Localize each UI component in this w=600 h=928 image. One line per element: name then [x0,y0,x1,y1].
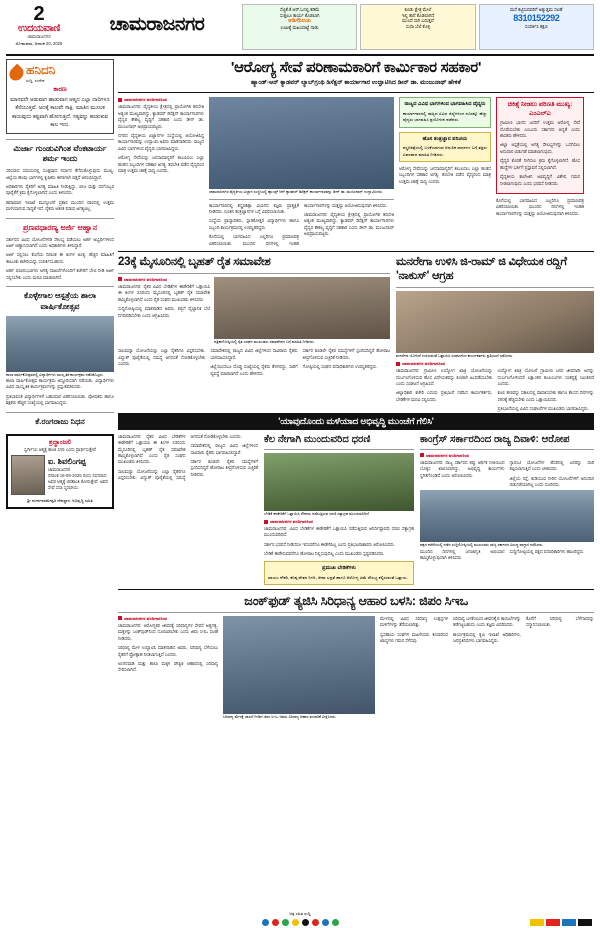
story3-block [396,256,594,413]
lead-extra-p1: ಆರೋಗ್ಯ ಸೇವೆಯನ್ನು ಜನಸಾಮಾನ್ಯರಿಗೆ ತಲುಪಿಸಲು ಎಲ್ಲಾ ಹಂತದ ಸಿಬ್ಬಂದಿಗಳ ಸಹಕಾರ ಅಗತ್ಯ. ತರಬೇತಿ ಪಡೆದ ವೈದ್ಯರಿಂದ ಮಾತ್ರ ಉತ್ತಮ ಚಿಕಿತ್ಸೆ ಸಾಧ್ಯ ಎಂದರು. [399,166,491,184]
lead-p3: ಆರೋಗ್ಯ ಸೇವೆಯನ್ನು ಜನಸಾಮಾನ್ಯರಿಗೆ ತಲುಪಿಸಲು ಎಲ್ಲಾ ಹಂತದ ಸಿಬ್ಬಂದಿಗಳ ಸಹಕಾರ ಅಗತ್ಯ. ತರಬೇತಿ ಪಡೆದ ವೈದ್ಯರಿಂದ ಮಾತ್ರ ಉತ್ತಮ ಚಿಕಿತ್ಸೆ ಸಾಧ್ಯ ಎಂದರು. [118,155,204,174]
story4-p2: ಸರ್ಕಾರ ಭರವಸೆ ನೀಡಿದರೂ ಇದುವರೆಗೂ ಈಡೇರಿಸಿಲ್ಲ ಎಂದು ಪ್ರತಿಭಟನಾಕಾರರು ಆರೋಪಿಸಿದರು. [264,541,395,547]
lead-red-box-body [500,120,580,187]
lower-section [118,434,594,585]
filler-body [118,434,258,482]
rail-body-2-p1: ಸರ್ಕಾರದ ವಿವಿಧ ಯೋಜನೆಗಳಡಿ ಸೌಲಭ್ಯ ಪಡೆಯಲು ಅರ್ಹ ಅಭ್ಯರ್ಥಿಗಳಿಂದ ಅರ್ಜಿ ಆಹ್ವಾನಿಸಲಾಗಿದೆ ಎಂದು ಅಧಿಕಾರಿಗಳು ತಿಳಿಸಿದ್ದಾರೆ. [6,236,114,248]
story4-p1: ಚಾಮರಾಜನಗರ: ವಿವಿಧ ಬೇಡಿಕೆಗಳ ಈಡೇರಿಕೆಗೆ ಒತ್ತಾಯಿಸಿ ನಡೆಸುತ್ತಿರುವ ಅನಿರ್ದಿಷ್ಟಾವಧಿ ಧರಣಿ ಸತ್ಯಾಗ್ರಹ ಮುಂದುವರಿದಿದೆ. [264,526,414,538]
lead-red-p1: ಗ್ರಾಮೀಣ ಭಾಗದ ಜನರಿಗೆ ಉತ್ತಮ ಆರೋಗ್ಯ ಸೇವೆ ದೊರೆಯಬೇಕು ಎಂಬುದು ಸರ್ಕಾರದ ಆದ್ಯತೆ ಎಂದು ಶಾಸಕರು ಹೇಳಿದರು. [500,120,580,138]
lead-photo-caption: ಚಾಮರಾಜನಗರ ವೈದ್ಯಕೀಯ ವಿಜ್ಞಾನ ಸಂಸ್ಥೆಯಲ್ಲಿ ಹ್ಯಾಂಡ್ಸ್ ಆನ್ ಕ್ಯಾಡವರ್ ಡಿಸೆಕ್ಷನ್ ಕಾರ್ಯಾಗಾರವನ್ನು ಡೀನ್ ಡಾ. ಮಂಜುನಾಥ್ ಉದ್ಘಾಟಿಸಿದರು. [209,190,384,195]
lead-p6: ಕೊನೆಯಲ್ಲಿ ಭಾಗವಹಿಸಿದ ಎಲ್ಲರಿಗೂ ಪ್ರಮಾಣಪತ್ರ ವಿತರಿಸಲಾಯಿತು. ಮುಂದಿನ ದಿನಗಳಲ್ಲಿ ಇಂತಹ ಕಾರ್ಯಾಗಾರಗಳನ್ನು ಮತ್ತಷ್ಟು ಆಯೋಜಿಸುವುದಾಗಿ ತಿಳಿಸಿದರು. [209,202,388,246]
bullet-icon [118,98,122,102]
rail-body-2 [6,237,114,282]
story6-byline [118,616,218,621]
filler-p2: ಸಾಲಮನ್ನಾ ಯೋಜನೆಯನ್ನು ಎಲ್ಲಾ ರೈತರಿಗೂ ವಿಸ್ತರಿಸಬೇಕು. ವಿದ್ಯುತ್ ಪೂರೈಕೆಯಲ್ಲಿ ಸಮಸ್ಯೆ ಆಗದಂತೆ ನೋಡಿಕೊಳ್ಳಬೇಕು ಎಂದರು. [118,433,242,481]
divider-9 [118,612,594,613]
lead-green-box-title: ರಾಜ್ಯದ ವಿವಿಧ ಭಾಗಗಳಿಂದ ಭಾಗವಹಿಸಿದ ವೈದ್ಯರು [404,101,486,108]
story4-p3: ಬೇಡಿಕೆ ಈಡೇರುವವರೆಗೂ ಹೋರಾಟ ನಿಲ್ಲಿಸುವುದಿಲ್ಲ ಎಂದು ಮುಖಂಡರು ಸ್ಪಷ್ಟಪಡಿಸಿದರು. [264,551,385,557]
main-column [118,59,594,911]
divider-6 [264,449,414,450]
rail-photo-school [6,316,114,372]
story6-col3 [380,616,594,720]
dot-red [272,919,279,926]
page-body [6,59,594,911]
story2-p3: ಸಾಲಮನ್ನಾ ಯೋಜನೆಯನ್ನು ಎಲ್ಲಾ ರೈತರಿಗೂ ವಿಸ್ತರಿಸಬೇಕು. ವಿದ್ಯುತ್ ಪೂರೈಕೆಯಲ್ಲಿ ಸಮಸ್ಯೆ ಆಗದಂತೆ ನೋಡಿಕೊಳ್ಳಬೇಕು ಎಂದರು. [118,348,206,367]
ad-school-line2: ಸುತ್ತಲೂ ಕಾರ್ಯ ಕೊಡಲಾಗಿ [279,12,320,18]
story6-p3: ಅಂಗನವಾಡಿ ಮತ್ತು ಶಾಲಾ ಮಕ್ಕಳ ಪೌಷ್ಟಿಕ ಆಹಾರದಲ್ಲಿ ಸಿರಿಧಾನ್ಯ ಸೇರಿಸಲಾಗಿದೆ. [118,660,218,673]
story5-p5: ಸುದ್ದಿಗೋಷ್ಠಿಯಲ್ಲಿ ಪಕ್ಷದ ಪದಾಧಿಕಾರಿಗಳು ಹಾಜರಿದ್ದರು. [509,548,585,554]
lead-sidebar-col [496,97,584,247]
story6-photo-block [223,616,375,720]
story6-p8: ಕೊನೆಗೆ ಸಿರಿಧಾನ್ಯ ಬೆಳೆಗಾರರನ್ನು ಸನ್ಮಾನಿಸಲಾಯಿತು. [526,615,594,628]
story6-p5: ಸ್ವಸಹಾಯ ಸಂಘಗಳ ಮಹಿಳೆಯರು ತಯಾರಿಸಿದ ಖಾದ್ಯಗಳು ಗಮನ ಸೆಳೆದವು. [380,631,448,644]
story5-p4: ಮುಂದಿನ ದಿನಗಳಲ್ಲಿ ಜನಜಾಗೃತಿ ಅಭಿಯಾನ ಹಮ್ಮಿಕೊಳ್ಳುವುದಾಗಿ ತಿಳಿಸಿದರು. [420,548,505,561]
lead-sidebar-p1: ಕೊನೆಯಲ್ಲಿ ಭಾಗವಹಿಸಿದ ಎಲ್ಲರಿಗೂ ಪ್ರಮಾಣಪತ್ರ ವಿತರಿಸಲಾಯಿತು. ಮುಂದಿನ ದಿನಗಳಲ್ಲಿ ಇಂತಹ ಕಾರ್ಯಾಗಾರಗಳನ್ನು ಮತ್ತಷ್ಟು ಆಯೋಜಿಸುವುದಾಗಿ ತಿಳಿಸಿದರು. [496,198,584,216]
obituary-head: ಶ್ರದ್ಧಾಂಜಲಿ [48,438,72,446]
story3-headline: ಮನರೇಗಾ ಉಳಿಸಿ ಜಿ-ರಾಮ್ ಜಿ ವಿಧೇಯಕ ರದ್ದಿಗೆ 'ನಾಕುಸ್' ಆಗ್ರಹ [396,256,567,282]
lead-photo-block [209,97,394,247]
story2-headline: 23ಕ್ಕೆ ಮೈಸೂರಿನಲ್ಲಿ ಬೃಹತ್ ರೈತ ಸಮಾವೇಶ [118,256,271,269]
story2-p7: ಗೋಷ್ಠಿಯಲ್ಲಿ ಸಂಘದ ಪದಾಧಿಕಾರಿಗಳು ಉಪಸ್ಥಿತರಿದ್ದರು. [302,364,378,370]
mid-section [118,256,594,413]
ad-phone-line1: ಮನೆ ಕಟ್ಟಿಸುವವರಿಗೆ ಅತ್ಯುತ್ತಮ ಸಲಹೆ [510,7,563,12]
story6-photo-caption: ಸಿರಿಧಾನ್ಯ ಮೇಳಕ್ಕೆ ಚಾಲನೆ ನೀಡಿದ ಜಿಪಂ ಸಿಇಒ ಅವರು ಸಿರಿಧಾನ್ಯ ಆಹಾರ ತಯಾರಿಕೆ ವೀಕ್ಷಿಸಿದರು. [223,714,337,719]
story6-body-rest [380,616,594,645]
story2-p5: ಜಿಲ್ಲೆಯಿಂದಲೂ ದೊಡ್ಡ ಸಂಖ್ಯೆಯಲ್ಲಿ ರೈತರು ತೆರಳಲಿದ್ದು, ಸಾರಿಗೆ ವ್ಯವಸ್ಥೆ ಮಾಡಲಾಗಿದೆ ಎಂದು ಹೇಳಿದರು. [210,364,298,376]
color-bar [530,919,592,926]
lead-red-p3: ವೈದ್ಯರ ಕೊರತೆ ನೀಗಿಸಲು ಕ್ರಮ ಕೈಗೊಳ್ಳಲಾಗಿದೆ. ಹೊಸ ಹುದ್ದೆಗಳ ಭರ್ತಿಗೆ ಪ್ರಸ್ತಾವನೆ ಸಲ್ಲಿಸಲಾಗಿದೆ. [500,158,580,170]
story6-col1 [118,616,218,720]
lead-red-box-title: ಚಿಕಿತ್ಸೆ ನೀಡಲು ಪರಿಣತಿ ಮುಖ್ಯ: ಎಂಎಲ್‌ಎ [507,101,573,117]
story6-p6: ಸಿರಿಧಾನ್ಯ ಬಳಕೆಯಿಂದ ಜೀವನಶೈಲಿ ಕಾಯಿಲೆಗಳನ್ನು ತಡೆಗಟ್ಟಬಹುದು ಎಂದು ತಜ್ಞರು ವಿವರಿಸಿದರು. [453,615,521,628]
page-number: 2 [33,3,45,25]
story6-byline-text: ಚಾಮರಾಜನಗರ ವರದಿಗಾರರಿಂದ [124,615,168,621]
story4-byline-text: ಚಾಮರಾಜನಗರ ವರದಿಗಾರರಿಂದ [270,519,314,525]
story2-p1: ಚಾಮರಾಜನಗರ: ರೈತರ ವಿವಿಧ ಬೇಡಿಕೆಗಳ ಈಡೇರಿಕೆಗೆ ಒತ್ತಾಯಿಸಿ ಈ ತಿಂಗಳ 23ರಂದು ಮೈಸೂರಿನಲ್ಲಿ ಬೃಹತ್ ರೈತ ಸಮಾವೇಶ ಹಮ್ಮಿಕೊಳ್ಳಲಾಗಿದೆ ಎಂದು ರೈತ ಸಂಘದ ಮುಖಂಡರು ತಿಳಿಸಿದರು. [118,283,210,302]
lead-red-box [496,97,584,194]
lower-left-filler [118,434,258,585]
story4-box [264,561,414,585]
lead-body-col1 [118,104,204,174]
bar-yellow [530,919,544,926]
story3-byline-text: ಚಾಮರಾಜನಗರ ವರದಿಗಾರರಿಂದ [402,361,446,367]
story5-byline [420,453,594,458]
bullet-icon [264,520,268,524]
rail-body-3 [6,378,114,407]
story3-p3: ಉದ್ಯೋಗ ಖಾತ್ರಿ ಯೋಜನೆ ಗ್ರಾಮೀಣ ಜನರ ಜೀವನಾಡಿ. ಅದನ್ನು ದುರ್ಬಲಗೊಳಿಸಿದರೆ ಲಕ್ಷಾಂತರ ಕುಟುಂಬಗಳು ಸಂಕಷ್ಟಕ್ಕೆ ಸಿಲುಕಲಿವೆ ಎಂದರು. [497,368,594,386]
masthead-left [6,4,72,46]
filler-p1: ಚಾಮರಾಜನಗರ: ರೈತರ ವಿವಿಧ ಬೇಡಿಕೆಗಳ ಈಡೇರಿಕೆಗೆ ಒತ್ತಾಯಿಸಿ ಈ ತಿಂಗಳ 23ರಂದು ಮೈಸೂರಿನಲ್ಲಿ ಬೃಹತ್ ರೈತ ಸಮಾವೇಶ ಹಮ್ಮಿಕೊಳ್ಳಲಾಗಿದೆ ಎಂದು ರೈತ ಸಂಘದ ಮುಖಂಡರು ತಿಳಿಸಿದರು. [118,433,186,465]
story5-p3: ಜಿಲ್ಲೆಯ ರಸ್ತೆ, ಕುಡಿಯುವ ನೀರಿನ ಯೋಜನೆಗಳಿಗೆ ಅನುದಾನ ಬಿಡುಗಡೆಯಾಗಿಲ್ಲ ಎಂದು ದೂರಿದರು. [509,475,594,488]
story5-block [420,434,594,585]
obituary-box [6,434,114,509]
lead-p4: ಕಾರ್ಯಾಗಾರದಲ್ಲಿ ಶಸ್ತ್ರಚಿಕಿತ್ಸಾ ವಿಭಾಗದ ತಜ್ಞರು ಪ್ರಾತ್ಯಕ್ಷಿಕೆ ನೀಡಿದರು. ನೂತನ ತಂತ್ರಜ್ಞಾನಗಳ ಬಗ್ಗೆ ವಿವರಿಸಲಾಯಿತು. [209,202,299,214]
story3-p2: ಜಿಲ್ಲಾಧಿಕಾರಿ ಕಚೇರಿ ಎದುರು ಪ್ರತಿಭಟನೆ ನಡೆಸಿದ ಕಾರ್ಯಕರ್ತರು, ಬೇಡಿಕೆಗಳ ಮನವಿ ಸಲ್ಲಿಸಿದರು. [396,390,493,402]
lead-photo [209,97,394,189]
ad-school-line4: ಊಟಕ್ಕೆ ಮಹಿಯಾಟ್ಟೆ ನಾಡು [280,24,319,30]
rail-body-1 [6,168,114,213]
lead-sidebar-extra [496,198,584,217]
bar-black [578,919,592,926]
lead-red-p2: ಜಿಲ್ಲಾ ಆಸ್ಪತ್ರೆಯಲ್ಲಿ ಅಗತ್ಯ ಸೌಲಭ್ಯಗಳನ್ನು ಒದಗಿಸಲು ಅನುದಾನ ಬಿಡುಗಡೆ ಮಾಡಲಾಗುವುದು. [500,142,580,154]
lead-byline-text: ಚಾಮರಾಜನಗರ ವರದಿಗಾರರಿಂದ [124,97,168,103]
lead-yellow-box [399,132,491,162]
bullet-icon [118,616,122,620]
story4-photo-caption: ಬೇಡಿಕೆ ಈಡೇರಿಕೆಗೆ ಒತ್ತಾಯಿಸಿ ನೌಕರರು ನಡೆಸುತ್ತಿರುವ ಧರಣಿ ಸತ್ಯಾಗ್ರಹ ಮುಂದುವರಿದಿದೆ. [264,511,370,516]
story6-content [118,616,594,720]
obituary-row [11,455,109,495]
bullet-icon [118,277,122,281]
story6-headline: ಜಂಕ್‌ಫುಡ್ ತ್ಯಜಿಸಿ ಸಿರಿಧಾನ್ಯ ಆಹಾರ ಬಳಸಿ: ಜಿಪಂ ಸಿಇಒ [244,592,468,608]
story2-photo-caption: ಪತ್ರಿಕಾಗೋಷ್ಠಿಯಲ್ಲಿ ರೈತ ಸಂಘದ ಮುಖಂಡರು ಸಮಾವೇಶದ ಬಗ್ಗೆ ಮಾಹಿತಿ ನೀಡಿದರು. [214,339,315,344]
story4-block [264,434,414,585]
rail-headline-1: ಮಿರ್ಜಾ ಗುಂಡುವಿಗಿಂತ ವೆಂಕಟಾರ್ಯ ಶರ್ಮ ಇಂದು [6,139,114,166]
filler-p3: ಸಮಾವೇಶದಲ್ಲಿ ರಾಜ್ಯದ ವಿವಿಧ ಜಿಲ್ಲೆಗಳಿಂದ ಸಾವಿರಾರು ರೈತರು ಭಾಗವಹಿಸಲಿದ್ದಾರೆ. [190,443,258,455]
rail-body-2-p2: ಅರ್ಜಿ ಸಲ್ಲಿಸಲು ಕೊನೆಯ ದಿನಾಂಕ ಈ ತಿಂಗಳ ಅಂತ್ಯ. ಹೆಚ್ಚಿನ ಮಾಹಿತಿಗೆ ತಾಲೂಕು ಕಚೇರಿಯನ್ನು ಸಂಪರ್ಕಿಸಬಹುದು. [6,252,114,264]
lead-boxes-col [399,97,491,247]
ad-phone-number[interactable]: 8310152292 [513,12,560,23]
registration-dots [0,919,600,926]
story6-body-col1 [118,623,218,674]
story6-p7: ಕಾರ್ಯಕ್ರಮದಲ್ಲಿ ಕೃಷಿ ಇಲಾಖೆ ಅಧಿಕಾರಿಗಳು, ಜನಪ್ರತಿನಿಧಿಗಳು ಭಾಗವಹಿಸಿದ್ದರು. [453,631,521,644]
story5-p1: ಚಾಮರಾಜನಗರ: ರಾಜ್ಯ ಸರ್ಕಾರದ ತಪ್ಪು ಆರ್ಥಿಕ ನೀತಿಯಿಂದ ಬೊಕ್ಕಸ ಖಾಲಿಯಾಗಿದ್ದು, ಅಭಿವೃದ್ಧಿ ಕಾರ್ಯಗಳು ಸ್ಥಗಿತಗೊಂಡಿವೆ ಎಂದು ಆರೋಪಿಸಿದರು. [420,459,505,478]
story6-block [118,594,594,720]
story3-p5: ಪ್ರತಿಭಟನೆಯಲ್ಲಿ ವಿವಿಧ ಸಂಘಟನೆಗಳ ಮುಖಂಡರು ಭಾಗವಹಿಸಿದ್ದರು. [497,406,589,412]
paper-name: ಉದಯವಾಣಿ [18,23,60,34]
honidani-sub: ಸುದ್ದಿ, ಸಂದೇಶ [26,78,45,83]
rail-body-2-p3: ಅರ್ಹ ಫಲಾನುಭವಿಗಳು ಅಗತ್ಯ ದಾಖಲೆಗಳೊಂದಿಗೆ ಕಚೇರಿಗೆ ಭೇಟಿ ನೀಡಿ ಅರ್ಜಿ ಸಲ್ಲಿಸಬೇಕು ಎಂದು ಮನವಿ ಮಾಡಲಾಗಿದೆ. [6,268,114,280]
lead-p1: ಚಾಮರಾಜನಗರ: ವೈದ್ಯಕೀಯ ಕ್ಷೇತ್ರದಲ್ಲಿ ಪ್ರಾಯೋಗಿಕ ತರಬೇತಿ ಅತ್ಯಂತ ಮುಖ್ಯವಾಗಿದ್ದು, ಕ್ಯಾಡವರ್ ಡಿಸೆಕ್ಷನ್ ಕಾರ್ಯಾಗಾರಗಳು ವೈದ್ಯರ ಕೌಶಲ್ಯ ವೃದ್ಧಿಗೆ ಸಹಕಾರಿ ಎಂದು ಡೀನ್ ಡಾ. ಮಂಜುನಾಥ್ ಅಭಿಪ್ರಾಯಪಟ್ಟರು. [118,104,204,129]
lead-col-1 [118,97,204,247]
story6-p1: ಚಾಮರಾಜನಗರ: ಆರೋಗ್ಯಕರ ಜೀವನಕ್ಕೆ ಸಿರಿಧಾನ್ಯಗಳ ಸೇವನೆ ಅತ್ಯಗತ್ಯ. ಮಕ್ಕಳನ್ನು ಜಂಕ್‌ಫುಡ್‌ನಿಂದ ದೂರವಿಡಬೇಕು ಎಂದು ಜಿಪಂ ಸಿಇಒ ಸಲಹೆ ನೀಡಿದರು. [118,622,218,641]
footer-note: ಚಿತ್ರ ಸಹಿತ ಸುದ್ದಿ [289,911,311,916]
story4-headline: ಕೆಲ ನೇಗಾಗಿ ಮುಂದುವರಿದ ಧರಣಿ [264,433,371,445]
lead-green-box [399,97,491,127]
story2-byline [118,277,210,282]
dot-black [302,919,309,926]
story5-headline: ಕಾಂಗ್ರೆಸ್ ಸರ್ಕಾರದಿಂದ ರಾಜ್ಯ ದಿವಾಳಿ: ಆರೋಪ [420,433,570,445]
story4-byline [264,519,414,524]
bullet-icon [420,453,424,457]
ad-school-line3: ಅಡಿಗೆನಿಲಯ [288,18,312,24]
water-drop-icon [7,63,27,83]
lead-yellow-box-text: ಶಸ್ತ್ರಚಿಕಿತ್ಸೆಯಲ್ಲಿ ಬಳಕೆಯಾಗುವ ಆಧುನಿಕ ಸಾಧನಗಳ ಬಗ್ಗೆ ತಜ್ಞರು ವಿವರವಾದ ಮಾಹಿತಿ ನೀಡಿದರು. [403,145,487,157]
story5-byline-text: ಚಾಮರಾಜನಗರ ವರದಿಗಾರರಿಂದ [426,452,470,458]
rail-headline-2: ಪ್ರಣವಧಾರಣ್ಯ ಅರ್ಜಿ ಆಹ್ವಾನ [6,218,114,234]
obituary-name: ಐ. ಶಿವಲಿಂಗಪ್ಪ [48,456,86,466]
story3-body [396,368,594,413]
story2-photo [214,277,390,339]
lead-p7: ಚಾಮರಾಜನಗರ: ವೈದ್ಯಕೀಯ ಕ್ಷೇತ್ರದಲ್ಲಿ ಪ್ರಾಯೋಗಿಕ ತರಬೇತಿ ಅತ್ಯಂತ ಮುಖ್ಯವಾಗಿದ್ದು, ಕ್ಯಾಡವರ್ ಡಿಸೆಕ್ಷನ್ ಕಾರ್ಯಾಗಾರಗಳು ವೈದ್ಯರ ಕೌಶಲ್ಯ ವೃದ್ಧಿಗೆ ಸಹಕಾರಿ ಎಂದು ಡೀನ್ ಡಾ. ಮಂಜುನಾಥ್ ಅಭಿಪ್ರಾಯಪಟ್ಟರು. [304,211,394,237]
honidani-header [10,63,110,83]
story5-photo [420,490,594,542]
story3-p4: ಕೂಲಿ ಹಣವನ್ನು ಸಕಾಲದಲ್ಲಿ ಪಾವತಿಸಬೇಕು ಹಾಗೂ ಕೆಲಸದ ದಿನಗಳನ್ನು 200ಕ್ಕೆ ಹೆಚ್ಚಿಸಬೇಕು ಎಂದು ಒತ್ತಾಯಿಸಿದರು. [497,390,594,402]
obituary-portrait [11,455,45,495]
story4-photo [264,453,414,511]
rail-headline-3: ಕೊಳ್ಳೇಗಾಲ ಆಸ್ಪತ್ರೆಯ ಶಾಲಾ ವಾರ್ಷಿಕೋತ್ಸವ [6,286,114,313]
story5-body-top [420,460,594,489]
filler-p4: ಸರ್ಕಾರ ಕೂಡಲೇ ರೈತರ ಸಮಸ್ಯೆಗಳಿಗೆ ಸ್ಪಂದಿಸದಿದ್ದರೆ ಹೋರಾಟ ತೀವ್ರಗೊಳಿಸುವ ಎಚ್ಚರಿಕೆ ನೀಡಿದರು. [190,459,258,477]
honidani-title: ಹನಿದನಿ [26,63,56,77]
dot-yellow [292,919,299,926]
story2-body-rest [118,348,390,377]
rail-body-1-p3: ಹವಾಮಾನ ಇಲಾಖೆ ಮುನ್ಸೂಚನೆ ಪ್ರಕಾರ ಮುಂದಿನ ವಾರದಲ್ಲಿ ಉತ್ತಮ ಮಳೆಯಾಗುವ ಸಾಧ್ಯತೆ ಇದೆ. ರೈತರು ಆತಂಕ ಪಡುವ ಅಗತ್ಯವಿಲ್ಲ. [6,199,114,212]
ad-offer-line2: ಇಲ್ಲಿ ತಾನೆ ಕೊಡಲಾಗಿದೆ [401,12,435,18]
story3-photo-caption: ಮನರೇಗಾ ಯೋಜನೆ ಉಳಿಸುವಂತೆ ಒತ್ತಾಯಿಸಿ ಸಂಘಟನೆಯ ಕಾರ್ಯಕರ್ತರು ಪ್ರತಿಭಟನೆ ನಡೆಸಿದರು. [396,353,514,358]
divider-5 [396,287,594,288]
story5-body-bottom [420,549,594,562]
rail-headline-4: ಕೆ.ರಂಗರಾಜು ನಿಧನ [6,412,114,428]
story2-p2: ಸುದ್ದಿಗೋಷ್ಠಿಯಲ್ಲಿ ಮಾತನಾಡಿದ ಅವರು, ಕಬ್ಬಿಗೆ ವೈಜ್ಞಾನಿಕ ಬೆಲೆ ನಿಗದಿಪಡಿಸಬೇಕು ಎಂದು ಆಗ್ರಹಿಸಿದರು. [118,306,210,318]
ad-offer-line1: ಕೂಡು ಕ್ಷೇತ್ರ ಮೇಲೆ [404,7,432,12]
obituary-place: ಚಾಮರಾಜನಗರ [48,466,71,472]
story3-photo [396,291,594,353]
story2-p4: ಸಮಾವೇಶದಲ್ಲಿ ರಾಜ್ಯದ ವಿವಿಧ ಜಿಲ್ಲೆಗಳಿಂದ ಸಾವಿರಾರು ರೈತರು ಭಾಗವಹಿಸಲಿದ್ದಾರೆ. [210,348,298,360]
story2-body-col1 [118,284,210,319]
story6-p4: ಮೇಳದಲ್ಲಿ ವಿವಿಧ ಸಿರಿಧಾನ್ಯ ಉತ್ಪನ್ನಗಳ ಮಳಿಗೆಗಳನ್ನು ತೆರೆಯಲಾಗಿತ್ತು. [380,615,448,628]
obituary-foot: ಶ್ರೀ ದುರ್ಗಾಪರಮೇಶ್ವರಿ ದೇವಸ್ಥಾನ, ಅಭಿವೃದ್ಧಿ ಸಮಿತಿ [27,497,93,503]
lead-body-under-photo [209,203,394,248]
story2-top [118,277,390,345]
honidani-section-label: ಕಾರಣ [53,86,67,93]
ad-offer[interactable] [360,4,475,50]
left-rail [6,59,114,911]
honidani-box [6,59,114,134]
divider-8 [118,589,594,590]
honidani-section-text: ಮಾನವನೇ ಆಡುವಾಗ ಹಾಡುವಾಗ ಆತ್ಮದ ಎಲ್ಲಾ ದಾರಿಗಳೂ ತೆರೆಯುತ್ತವೆ. ಅದಕ್ಕೆ ಕಾಲವೇ ಸಾಕ್ಷಿ. ಮಾತಿನ ಮೂಲಕ ಕಾಣುವುದು ಕಷ್ಟವಾಗಿ ಹೋಗುತ್ತದೆ. ಸತ್ಯವನ್ನು ಹುಡುಕುವ ಕಾಲ ಇದು. [10,97,110,129]
lead-yellow-box-title: ಹೊಸ ತಂತ್ರಜ್ಞಾನ ಪರಿಚಯ [422,135,468,142]
dot-green [282,919,289,926]
story5-photo-caption: ಪಕ್ಷದ ಕಚೇರಿಯಲ್ಲಿ ನಡೆದ ಸುದ್ದಿಗೋಷ್ಠಿಯಲ್ಲಿ ಮುಖಂಡರು ರಾಜ್ಯ ಸರ್ಕಾರದ ವಿರುದ್ಧ ವಾಗ್ದಾಳಿ ನಡೆಸಿದರು. [420,543,544,548]
obituary-sub: ಸ್ವರ್ಗೀಯ ಆತ್ಮಕ್ಕೆ ಶಾಂತಿ ಸಿಗಲಿ ಎಂದು ಪ್ರಾರ್ಥಿಸುತ್ತೇವೆ [24,446,96,452]
lead-subhead: ಹ್ಯಾಂಡ್-ಆನ್ ಕ್ಯಾಡವರ್ ಲ್ಯಾಬ್‌ಗ್ರಂಥಿ ಡಿಸೆಕ್ಷನ್ ಕಾರ್ಯಾಗಾರ ಉದ್ಘಾಟಿಸಿದ ಡೀನ್ ಡಾ. ಮಂಜುನಾಥ್ ಹೇಳಿಕೆ [251,79,461,87]
story3-byline [396,361,594,366]
story4-body [264,526,414,558]
story2-block [118,256,390,413]
story6-p2: ಸಿರಿಧಾನ್ಯ ಮೇಳ ಉದ್ಘಾಟಿಸಿ ಮಾತನಾಡಿದ ಅವರು, ಸಿರಿಧಾನ್ಯ ಬೆಳೆಯಲು ರೈತರಿಗೆ ಪ್ರೋತ್ಸಾಹ ನೀಡಲಾಗುತ್ತಿದೆ ಎಂದರು. [118,645,218,657]
quote-bar: 'ಯಾವುದೊಂದು ಮಳೆಯಾದ ಅಭಿವೃದ್ಧಿ ಮುಂಚೆಗೆ ಗೆಲಿಸಿ' [118,413,594,430]
story3-p1: ಚಾಮರಾಜನಗರ: ಗ್ರಾಮೀಣ ಉದ್ಯೋಗ ಖಾತ್ರಿ ಯೋಜನೆಯನ್ನು ದುರ್ಬಲಗೊಳಿಸುವ ಹೊಸ ವಿಧೇಯಕವನ್ನು ಕೂಡಲೇ ಹಿಂಪಡೆಯಬೇಕು ಎಂದು ಸಂಘಟನೆ ಆಗ್ರಹಿಸಿದೆ. [396,368,493,386]
paper-sub: ಚಾಮರಾಜನಗರ [27,34,51,39]
ad-school[interactable] [242,4,357,50]
rail-body-1-p2: ಅಧಿಕಾರಿಗಳು ರೈತರಿಗೆ ಅಗತ್ಯ ಮಾಹಿತಿ ನೀಡುತ್ತಿದ್ದು, ಬೀಜ ಮತ್ತು ರಸಗೊಬ್ಬರ ಪೂರೈಕೆಗೆ ಕ್ರಮ ಕೈಗೊಳ್ಳಲಾಗಿದೆ ಎಂದು ತಿಳಿಸಿದರು. [6,183,114,196]
ad-phone[interactable] [479,4,594,50]
rail-body-3-p1: ಶಾಲಾ ವಾರ್ಷಿಕೋತ್ಸವ ಕಾರ್ಯಕ್ರಮ ಅದ್ಧೂರಿಯಾಗಿ ನಡೆಯಿತು. ವಿದ್ಯಾರ್ಥಿಗಳು ವಿವಿಧ ಸಾಂಸ್ಕೃತಿಕ ಕಾರ್ಯಕ್ರಮಗಳನ್ನು ಪ್ರಸ್ತುತಪಡಿಸಿದರು. [6,378,114,390]
lead-red-p4: ವೈದ್ಯಕೀಯ ಕಾಲೇಜಿನ ಅಭಿವೃದ್ಧಿಗೆ ವಿಶೇಷ ಗಮನ ನೀಡಲಾಗುವುದು ಎಂದು ಭರವಸೆ ನೀಡಿದರು. [500,174,580,186]
story6-photo [223,616,375,714]
lead-byline [118,97,204,102]
story2-p6: ಸರ್ಕಾರ ಕೂಡಲೇ ರೈತರ ಸಮಸ್ಯೆಗಳಿಗೆ ಸ್ಪಂದಿಸದಿದ್ದರೆ ಹೋರಾಟ ತೀವ್ರಗೊಳಿಸುವ ಎಚ್ಚರಿಕೆ ನೀಡಿದರು. [302,348,390,360]
rail-photo-caption-3: ಶಾಲಾ ವಾರ್ಷಿಕೋತ್ಸವದಲ್ಲಿ ವಿದ್ಯಾರ್ಥಿಗಳು ಸಾಂಸ್ಕೃತಿಕ ಕಾರ್ಯಕ್ರಮ ನಡೆಸಿಕೊಟ್ಟರು. [6,372,104,377]
lead-block [118,97,594,247]
dot-blue-2 [322,919,329,926]
lead-headline: 'ಆರೋಗ್ಯ ಸೇವೆ ಪರಿಣಾಮಕಾರಿಗೆ ಕಾರ್ಮಿಕಾರ ಸಹಕಾರ' [230,59,482,76]
rail-body-3-p2: ಪ್ರತಿಭಾವಂತ ವಿದ್ಯಾರ್ಥಿಗಳಿಗೆ ಬಹುಮಾನ ವಿತರಿಸಲಾಯಿತು. ಪೋಷಕರು ಹಾಗೂ ಶಿಕ್ಷಕರು ಹೆಚ್ಚಿನ ಸಂಖ್ಯೆಯಲ್ಲಿ ಭಾಗವಹಿಸಿದ್ದರು. [6,393,114,406]
story2-photo-block [214,277,390,345]
story4-box-text: ಖಾಯಂ ನೌಕರಿ, ಕನಿಷ್ಠ ವೇತನ ನಿಗದಿ, ಸೇವಾ ಭದ್ರತೆ ಹಾಗೂ ಆರೋಗ್ಯ ವಿಮೆ ಸೌಲಭ್ಯ ಕಲ್ಪಿಸುವಂತೆ ಒತ್ತಾಯ. [268,574,408,580]
story2-byline-text: ಚಾಮರಾಜನಗರ ವರದಿಗಾರರಿಂದ [124,276,168,282]
lead-extra-text [399,166,491,185]
lead-p5: ಸಂಸ್ಥೆಯ ಪ್ರಾಧ್ಯಾಪಕರು, ಸ್ನಾತಕೋತ್ತರ ವಿದ್ಯಾರ್ಥಿಗಳು ಹಾಗೂ ಸಿಬ್ಬಂದಿ ಕಾರ್ಯಕ್ರಮದಲ್ಲಿ ಉಪಸ್ಥಿತರಿದ್ದರು. [209,218,299,230]
bar-blue [562,919,576,926]
ad-phone-line3: ಸಂಪರ್ಕಿಸಿ ತಕ್ಷಣ [524,23,548,29]
obituary-detail: ದಿನಾಂಕ 18-09-2025 ರಂದು ನಿಧನರಾದ ಅವರ ಆತ್ಮಕ್ಕೆ ಚಿರಶಾಂತಿ ಕೋರುತ್ತೇವೆ. ಅವರ ಸೇವೆ ಸದಾ ಸ್ಮರಣೀಯ. [48,473,108,491]
bullet-icon [396,362,400,366]
edition-title: ಚಾಮರಾಜನಗರ [109,14,205,35]
divider-2 [209,199,394,200]
dot-red-2 [312,919,319,926]
ad-offer-line4: ಸುಧಾ ಬೆಲೆ ಕೊಳ್ಳಿ [405,23,431,29]
ad-offer-line3: ಮುಂದೆ ಸಾಗಿ ಬರುತ್ತದೆ [402,18,434,23]
masthead [6,4,594,56]
dot-blue [262,919,269,926]
masthead-ads [242,4,594,50]
rail-body-1-p1: ಸರಿಯಾದ ಸಮಯದಲ್ಲಿ ಸೂಕ್ತವಾದ ನಿರ್ಧಾರ ತೆಗೆದುಕೊಳ್ಳುವುದು ಮುಖ್ಯ. ಜಿಲ್ಲೆಯ ಹಲವು ಭಾಗಗಳಲ್ಲಿ ಕೃಷಿಕರು ಈಗಾಗಲೇ ಬಿತ್ತನೆ ಆರಂಭಿಸಿದ್ದಾರೆ. [6,168,114,180]
date-line: ಸೋಮವಾರ, ದಿನಾಂಕ 20, 2025 [15,40,63,46]
story5-p2: ಗ್ಯಾರಂಟಿ ಯೋಜನೆಗಳ ಹೆಸರಿನಲ್ಲಿ ಜನರನ್ನು ದಾರಿ ತಪ್ಪಿಸಲಾಗುತ್ತಿದೆ ಎಂದು ಟೀಕಿಸಿದರು. [509,459,594,472]
lead-green-box-text: ಕಾರ್ಯಾಗಾರದಲ್ಲಿ ರಾಜ್ಯದ ವಿವಿಧ ಜಿಲ್ಲೆಗಳಿಂದ ನೂರಕ್ಕೂ ಹೆಚ್ಚು ವೈದ್ಯರು ಭಾಗವಹಿಸಿ ಪ್ರಯೋಜನ ಪಡೆದರು. [403,111,487,123]
divider-7 [420,449,594,450]
bar-red [546,919,560,926]
divider-4 [118,273,390,274]
dot-green-2 [332,919,339,926]
divider-3 [118,251,594,252]
divider-1 [118,92,594,93]
story4-box-title: ಪ್ರಮುಖ ಬೇಡಿಕೆಗಳು [322,564,356,571]
story2-col1 [118,277,210,345]
ad-school-line1: ಸೆಟ್ಟಿಕೆ.ಕೆ.ಆರ್.ಓನಲ್ಲಿ ಕಡಿಮೆ [280,7,320,12]
lead-p2: ನಗರದ ವೈದ್ಯಕೀಯ ವಿಜ್ಞಾನಗಳ ಸಂಸ್ಥೆಯಲ್ಲಿ ಆಯೋಜಿಸಿದ್ದ ಕಾರ್ಯಾಗಾರವನ್ನು ಉದ್ಘಾಟಿಸಿ ಅವರು ಮಾತನಾಡಿದರು. ರಾಜ್ಯದ ವಿವಿಧ ಭಾಗಗಳಿಂದ ವೈದ್ಯರು ಭಾಗವಹಿಸಿದ್ದರು. [118,132,204,151]
